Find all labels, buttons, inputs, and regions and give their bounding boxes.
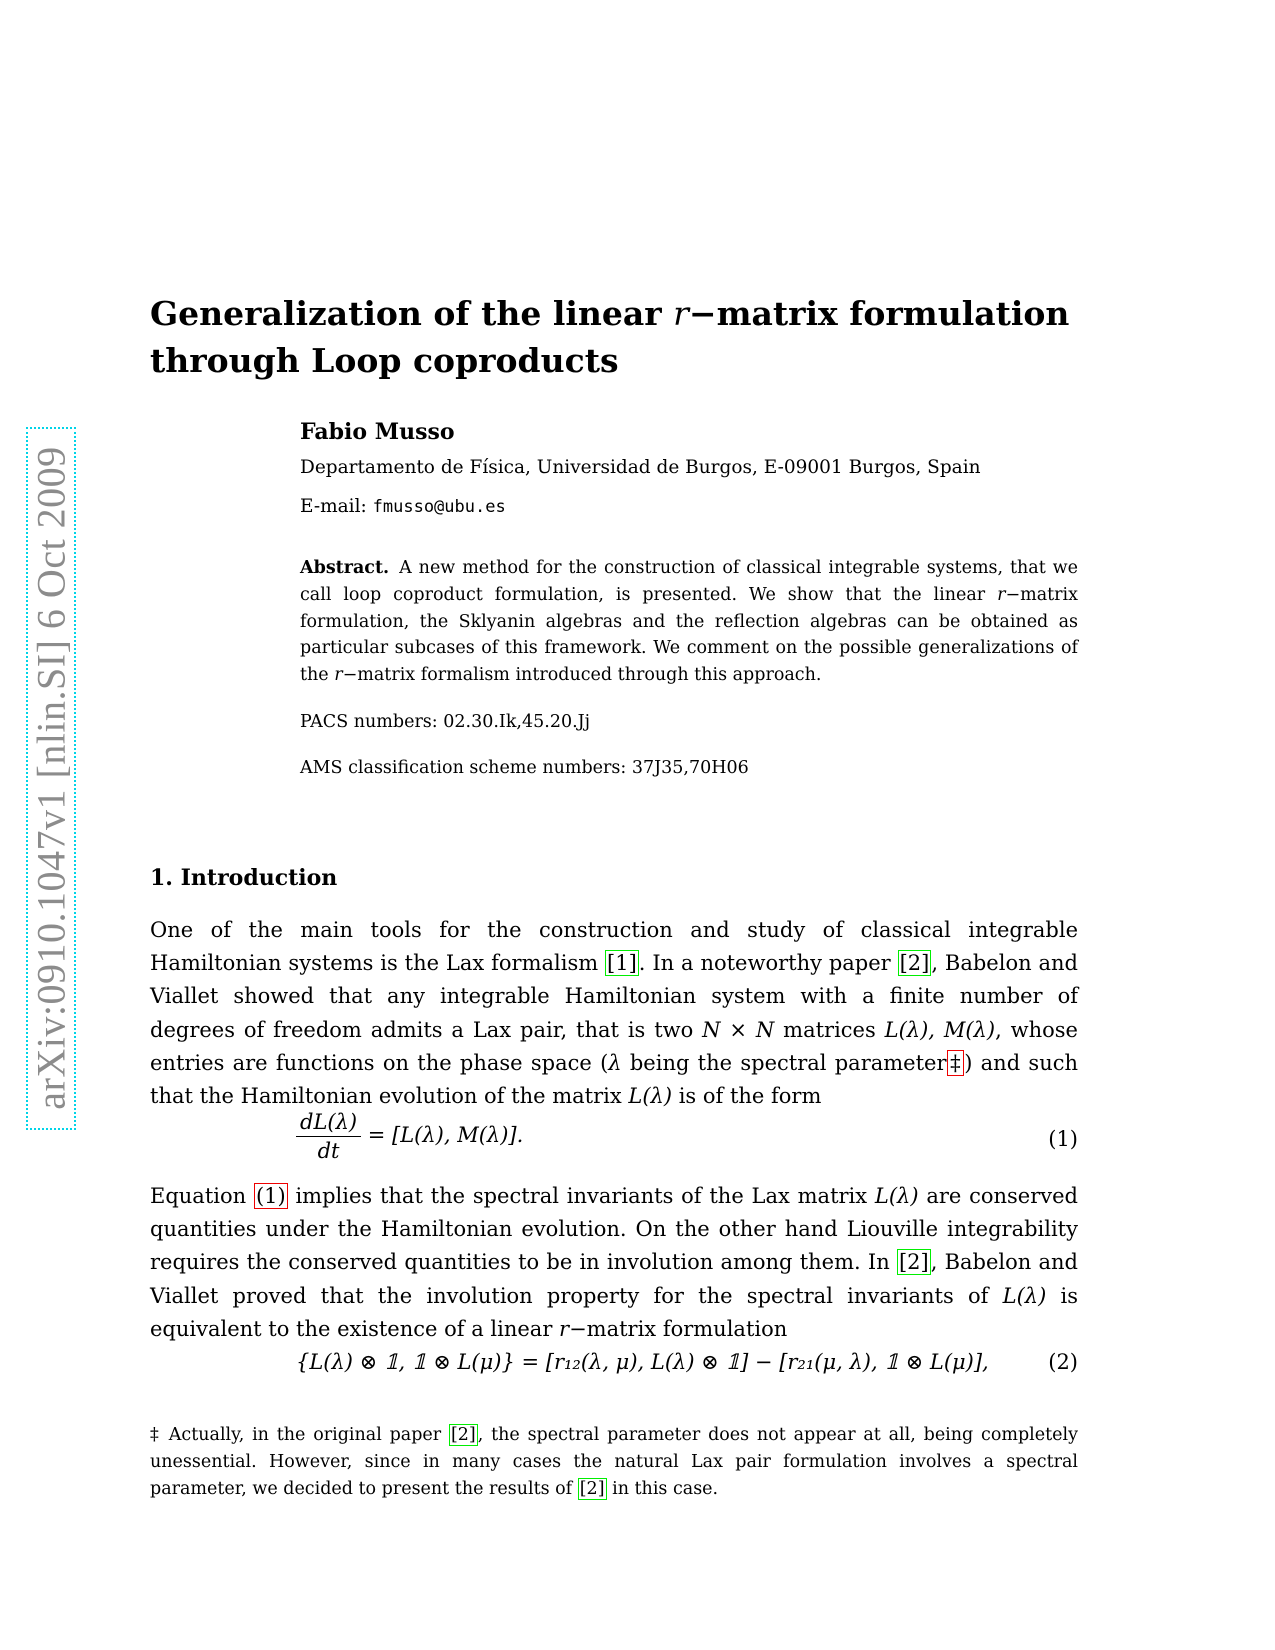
- text: is equivalent to the existence of a linear: [150, 1283, 1078, 1341]
- equation-2: [296, 1350, 989, 1374]
- title-r: r: [673, 294, 689, 333]
- title-text-end: −matrix formulation through Loop coproducts: [150, 294, 1070, 380]
- author-name: Fabio Musso: [300, 419, 455, 445]
- text: , Babelon and Viallet proved that the involution property for the spectral invariants of: [150, 1250, 1078, 1308]
- arxiv-stamp[interactable]: arXiv:0910.1047v1 [nlin.SI] 6 Oct 2009: [28, 446, 74, 1110]
- math: L(λ): [628, 1084, 673, 1109]
- footnote-link[interactable]: ‡: [948, 1050, 963, 1075]
- section-heading: 1. Introduction: [150, 865, 338, 891]
- text: Actually, in the original paper: [160, 1425, 449, 1445]
- text: matrices: [774, 1017, 885, 1042]
- footnote: [150, 1422, 1078, 1502]
- math: r: [559, 1316, 570, 1341]
- math: L(λ), M(λ): [884, 1017, 996, 1042]
- citation-link[interactable]: [1]: [607, 951, 637, 976]
- text: are conserved quantities under the Hamiltonian evolution. On the other hand Liouville integrability requires the conserved quantities to be in involution among them. In: [150, 1184, 1078, 1275]
- text: −matrix formulation: [569, 1316, 788, 1341]
- citation-link[interactable]: [2]: [450, 1425, 476, 1445]
- text: being the spectral parameter: [621, 1050, 947, 1075]
- text: is of the form: [672, 1084, 822, 1109]
- abstract-text: −matrix formulation, the Sklyanin algebras and the reflection algebras can be obtained as particular subcases of this framework. We comment on the possible generalizations of the: [300, 584, 1078, 686]
- text: , whose entries are functions on the phase space (: [150, 1017, 1078, 1075]
- text: , Babelon and Viallet showed that any integrable Hamiltonian system with a finite number of degrees of freedom admits a Lax pair, that is two: [150, 951, 1078, 1042]
- intro-paragraph: [150, 914, 1078, 1113]
- text: . In a noteworthy paper: [638, 951, 898, 976]
- citation-link[interactable]: [2]: [899, 951, 930, 976]
- equation-number: (2): [1048, 1350, 1078, 1374]
- email-address[interactable]: fmusso@ubu.es: [372, 497, 506, 517]
- abstract-text: −matrix formalism introduced through this approach.: [342, 665, 822, 686]
- equation-body: {L(λ) ⊗ 𝟙, 𝟙 ⊗ L(μ)} = [r₁₂(λ, μ), L(λ) ⊗ 𝟙] − [r₂₁(μ, λ), 𝟙 ⊗ L(μ)],: [296, 1350, 989, 1374]
- affiliation: Departamento de Física, Universidad de Burgos, E-09001 Burgos, Spain: [300, 457, 981, 478]
- body-paragraph: [150, 1180, 1078, 1346]
- fraction-numerator: dL(λ): [296, 1110, 361, 1137]
- text: ) and such that the Hamiltonian evolution of the matrix: [150, 1050, 1079, 1109]
- equation-number: (1): [1048, 1127, 1078, 1151]
- pacs-numbers: PACS numbers: 02.30.Ik,45.20.Jj: [300, 712, 591, 732]
- text: , the spectral parameter does not appear at all, being completely unessential. However, since in many cases the natural Lax pair formulation involves a spectral parameter, we decided to present the results of: [150, 1425, 1078, 1499]
- equation-rhs: = [L(λ), M(λ)].: [361, 1123, 524, 1147]
- citation-link[interactable]: [2]: [579, 1478, 605, 1499]
- email-line: [300, 496, 506, 517]
- text: One of the main tools for the construction and study of classical integrable Hamiltonian systems is the Lax formalism: [150, 918, 1078, 976]
- math: λ: [608, 1050, 622, 1075]
- abstract-text: A new method for the construction of classical integrable systems, that we call loop coproduct formulation, is presented. We show that the linear: [300, 558, 1078, 605]
- title-text: Generalization of the linear: [150, 294, 674, 333]
- paper-title: [150, 290, 1090, 384]
- abstract-label: Abstract.: [300, 558, 390, 578]
- abstract-math-r: r: [334, 665, 343, 686]
- math: L(λ): [874, 1184, 919, 1208]
- fraction: [296, 1110, 361, 1163]
- abstract-math-r: r: [997, 584, 1006, 605]
- math: L(λ): [1002, 1283, 1047, 1308]
- citation-link[interactable]: [2]: [898, 1250, 929, 1275]
- footnote-mark: ‡: [150, 1425, 161, 1445]
- equation-1: [296, 1110, 523, 1163]
- text: in this case.: [606, 1478, 719, 1499]
- math: N × N: [702, 1017, 775, 1042]
- ams-classification: AMS classification scheme numbers: 37J35,70H06: [300, 758, 749, 778]
- text: implies that the spectral invariants of the Lax matrix: [287, 1184, 875, 1208]
- abstract: [300, 555, 1078, 689]
- text: Equation: [150, 1184, 254, 1208]
- equation-link[interactable]: (1): [255, 1184, 286, 1208]
- email-label: E-mail:: [300, 496, 367, 517]
- fraction-denominator: dt: [317, 1139, 340, 1163]
